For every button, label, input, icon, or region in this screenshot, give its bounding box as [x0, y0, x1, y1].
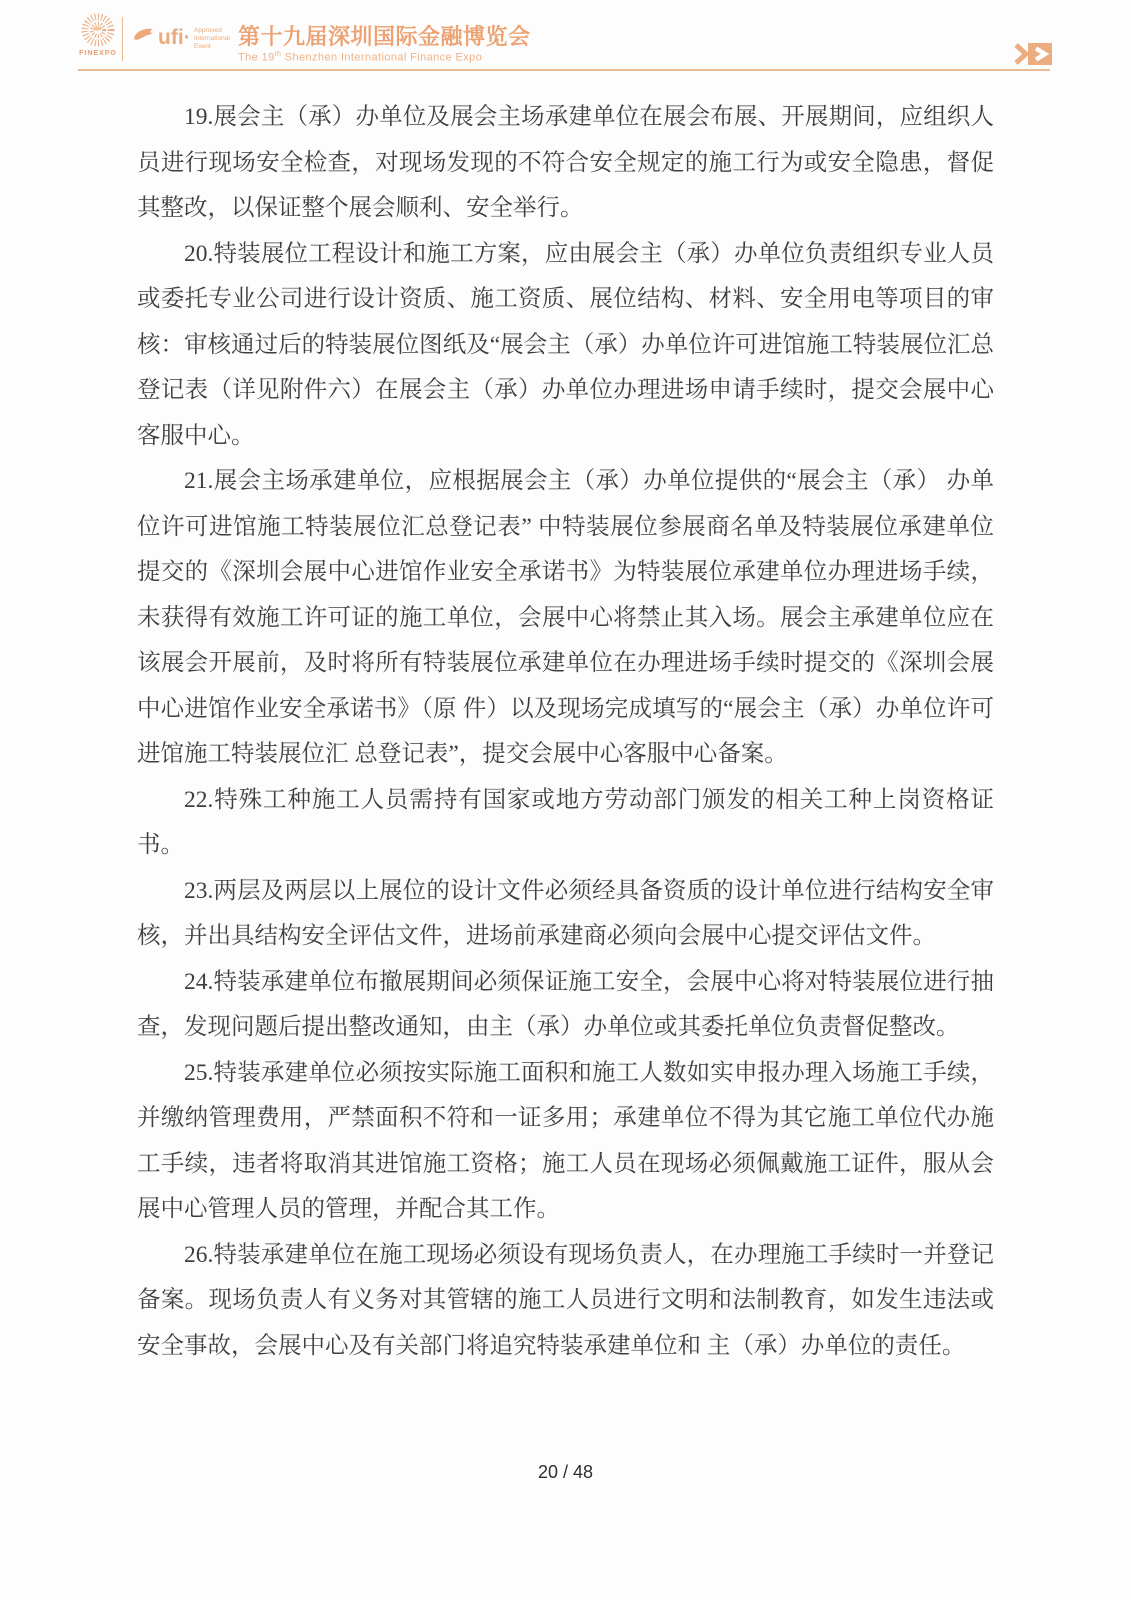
paragraph-item-19: 19.展会主（承）办单位及展会主场承建单位在展会布展、开展期间，应组织人员进行现场安全检查，对现场发现的不符合安全规定的施工行为或安全隐患，督促其整改，以保证整个展会顺利、安全举行。: [137, 104, 994, 221]
expo-title-english: The 19th Shenzhen International Finance Expo: [238, 51, 483, 64]
header-rule: [78, 69, 1050, 71]
regulations-text: [137, 95, 994, 1369]
page-number: 20 / 48: [537, 1462, 594, 1482]
paragraph-item-20: 20.特装展位工程设计和施工方案，应由展会主（承）办单位负责组织专业人员或委托专业公司进行设计资质、施工资质、展位结构、材料、安全用电等项目的审核：审核通过后的特装展位图纸及“展会主（承）办单位许可进馆施工特装展位汇总登记表（详见附件六）在展会主（承）办单位办理进场申请手续时，提交会展中心客服中心。: [137, 240, 994, 449]
ufi-swoosh-icon: [133, 27, 155, 48]
paragraph-item-24: 24.特装承建单位布撤展期间必须保证施工安全，会展中心将对特装展位进行抽查，发现问题后提出整改通知，由主（承）办单位或其委托单位负责督促整改。: [137, 968, 994, 1040]
ufi-approval-line1: Approved: [194, 27, 222, 34]
paragraph-item-23: 23.两层及两层以上展位的设计文件必须经具备资质的设计单位进行结构安全审核，并出具结构安全评估文件，进场前承建商必须向会展中心提交评估文件。: [137, 877, 994, 949]
expo-title: [238, 25, 531, 64]
ufi-logo: [133, 27, 191, 48]
finexpo-logo: [72, 13, 124, 57]
ufi-approval-caption: [194, 27, 230, 51]
expo-title-chinese: 第十九届深圳国际金融博览会: [238, 24, 531, 49]
paragraph-item-25: 25.特装承建单位必须按实际施工面积和施工人数如实申报办理入场施工手续，并缴纳管理费用，严禁面积不符和一证多用；承建单位不得为其它施工单位代办施工手续，违者将取消其进馆施工资格；施工人员在现场必须佩戴施工证件，服从会展中心管理人员的管理，并配合其工作。: [137, 1059, 994, 1222]
ufi-approval-line3: Event: [194, 43, 211, 50]
finexpo-logo-label: FINEXPO: [79, 50, 117, 57]
paragraph-item-22: 22.特殊工种施工人员需持有国家或地方劳动部门颁发的相关工种上岗资格证书。: [137, 786, 994, 858]
paragraph-item-21: 21.展会主场承建单位，应根据展会主（承）办单位提供的“展会主（承） 办单位许可进馆施工特装展位汇总登记表” 中特装展位参展商名单及特装展位承建单位提交的《深圳会展中心进馆作业安全承诺书》为特装展位承建单位办理进场手续，未获得有效施工许可证的施工单位，会展中心将禁止其入场。展会主承建单位应在该展会开展前，及时将所有特装展位承建单位在办理进场手续时提交的《深圳会展中心进馆作业安全承诺书》（原 件）以及现场完成填写的“展会主（承）办单位许可进馆施工特装展位汇 总登记表”，提交会展中心客服中心备案。: [137, 468, 994, 767]
paragraph-item-26: 26.特装承建单位在施工现场必须设有现场负责人，在办理施工手续时一并登记备案。现场负责人有义务对其管辖的施工人员进行文明和法制教育，如发生违法或安全事故，会展中心及有关部门将追究特装承建单位和 主（承）办单位的责任。: [137, 1241, 994, 1359]
ufi-approval-line2: International: [194, 35, 230, 42]
double-chevron-icon: [1012, 42, 1052, 71]
ufi-logo-label: ufi·: [158, 26, 191, 49]
logo-divider: [122, 17, 123, 61]
sunburst-icon: [72, 13, 124, 49]
